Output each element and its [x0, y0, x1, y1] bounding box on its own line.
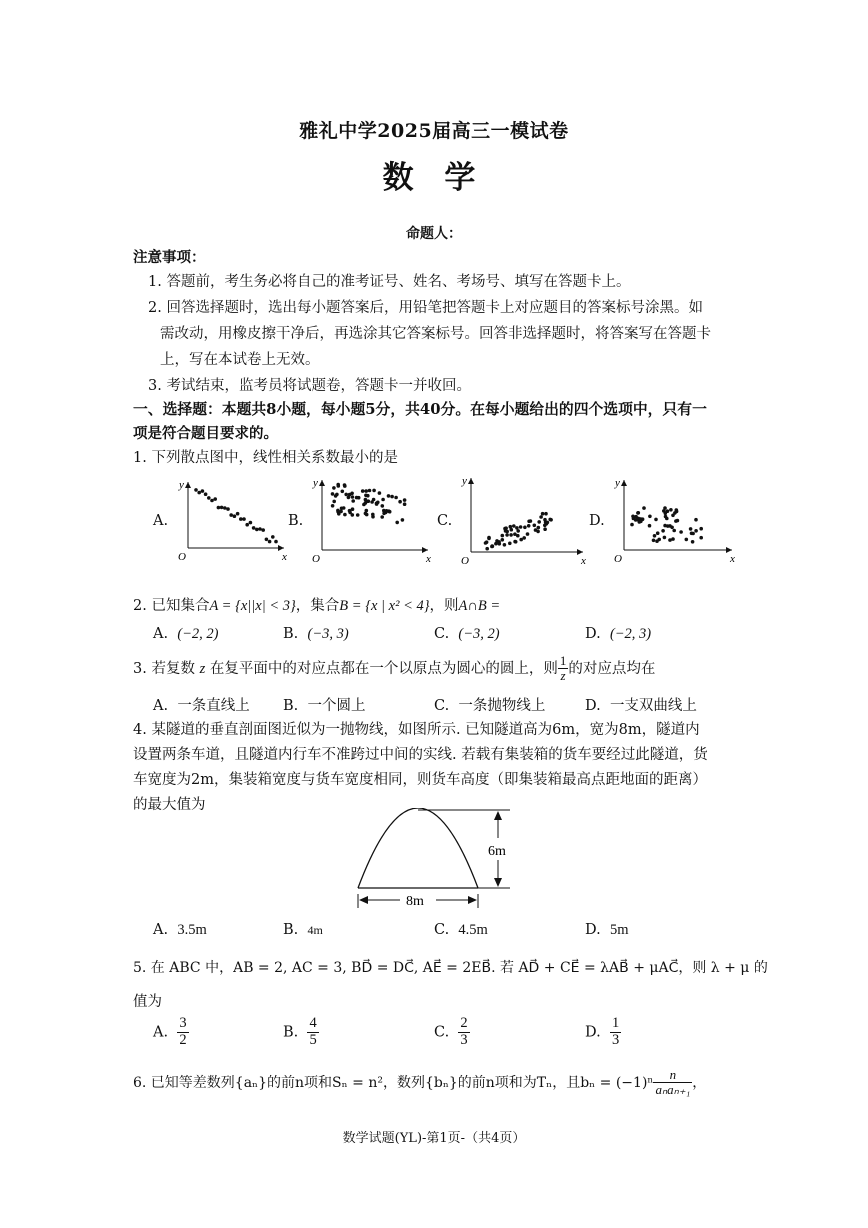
fraction-denominator: z: [560, 668, 566, 684]
option-label: D.: [585, 1024, 601, 1041]
scatter-point: [371, 515, 375, 519]
x-axis-label: x: [730, 553, 735, 565]
scatter-point: [368, 489, 372, 493]
scatter-point: [403, 498, 407, 502]
y-axis-arrow: [621, 480, 627, 486]
option-value: 一条抛物线上: [458, 698, 546, 714]
origin-label: O: [312, 553, 320, 565]
arrowhead-up: [494, 811, 502, 820]
scatter-point: [252, 526, 256, 530]
scatter-point: [497, 540, 501, 544]
q4-option-d: [585, 922, 628, 939]
q5-stem: 5. 在 ABC 中，AB = 2, AC = 3, BD⃗ = DC⃗, AE⃗ = 2EB⃗. 若 AD⃗ + CE⃗ = λAB⃗ + μAC⃗，则 λ + μ 的: [133, 960, 768, 976]
scatter-point: [691, 532, 695, 536]
scatter-point: [699, 527, 703, 531]
scatter-point: [265, 538, 269, 542]
scatter-point: [335, 493, 339, 497]
scatter-point: [631, 515, 635, 519]
q2-option-b: [283, 626, 349, 643]
scatter-point: [656, 531, 660, 535]
scatter-point: [242, 517, 246, 521]
scatter-point: [534, 528, 538, 532]
scatter-point: [380, 515, 384, 519]
scatter-point: [343, 483, 347, 487]
scatter-point: [336, 509, 340, 513]
option-label: A.: [153, 922, 169, 938]
scatter-point: [537, 520, 541, 524]
scatter-point: [544, 512, 548, 516]
q4-stem-line: 车宽度为2m，集装箱宽度与货车宽度相同，则货车高度（即集装箱最高点距地面的距离）: [133, 772, 707, 788]
scatter-b-points: [331, 483, 407, 524]
scatter-point: [341, 490, 345, 494]
scatter-point: [504, 529, 508, 533]
scatter-point: [378, 491, 382, 495]
scatter-point: [487, 537, 491, 541]
fraction-numerator: 4: [309, 1015, 317, 1031]
scatter-point: [669, 508, 673, 512]
q1-option-b-label: B.: [288, 513, 304, 529]
q2-expr: A∩B =: [458, 598, 501, 614]
scatter-point: [239, 517, 243, 521]
parabola-curve: [358, 808, 478, 888]
fraction-denominator: 3: [611, 1031, 620, 1048]
scatter-a-points: [194, 488, 278, 543]
scatter-point: [217, 506, 221, 510]
q2-stem-a: 2. 已知集合: [133, 598, 210, 614]
q1-option-a-label: A.: [153, 513, 169, 529]
scatter-point: [213, 497, 217, 501]
option-label: A.: [153, 1024, 169, 1041]
scatter-point: [355, 496, 359, 500]
scatter-point: [255, 528, 259, 532]
fraction-denominator: 3: [460, 1031, 468, 1048]
scatter-point: [201, 489, 205, 493]
q4-option-b: [283, 922, 323, 938]
option-label: D.: [585, 922, 601, 938]
scatter-point: [529, 519, 533, 523]
scatter-point: [512, 524, 516, 528]
scatter-point: [694, 518, 698, 522]
scatter-point: [691, 540, 695, 544]
section-heading-cont: 项是符合题目要求的。: [133, 425, 278, 442]
scatter-point: [220, 506, 224, 510]
q6-stem: [133, 1068, 706, 1098]
q2-option-d: [585, 626, 651, 643]
scatter-point: [514, 540, 518, 544]
option-fraction: [610, 1016, 621, 1049]
q1-option-c-label: C.: [437, 513, 453, 529]
q4-option-a: [153, 922, 207, 939]
x-axis-label: x: [581, 555, 586, 566]
origin-label: O: [461, 555, 469, 566]
scatter-point: [501, 538, 505, 542]
option-label: B.: [283, 698, 299, 714]
fraction-denominator: aₙaₙ₊₁: [655, 1082, 691, 1098]
q3-option-a: [153, 694, 250, 715]
notice-item: 2. 回答选择题时，选出每小题答案后，用铅笔把答题卡上对应题目的答案标号涂黑。如: [148, 300, 703, 316]
scatter-plot-a: [170, 470, 290, 560]
scatter-point: [398, 500, 402, 504]
scatter-point: [361, 489, 365, 493]
scatter-point: [636, 511, 640, 515]
option-label: D.: [585, 626, 601, 642]
scatter-point: [663, 536, 667, 540]
scatter-point: [365, 513, 369, 517]
q4-stem-line: 4. 某隧道的垂直剖面图近似为一抛物线，如图所示. 已知隧道高为6m，宽为8m，隧道内: [133, 722, 700, 738]
y-axis-arrow: [319, 480, 325, 486]
q2-stem-b: ，集合: [295, 598, 340, 614]
option-fraction: [458, 1016, 469, 1049]
scatter-point: [223, 506, 227, 510]
q2-set-b: B = {x | x² < 4}: [339, 598, 430, 614]
scatter-point: [381, 498, 385, 502]
q5-option-d: [585, 1016, 621, 1049]
origin-label: O: [178, 551, 186, 560]
width-label: 8m: [406, 894, 424, 909]
scatter-point: [197, 491, 201, 495]
scatter-point: [210, 499, 214, 503]
q3-stem: [133, 654, 655, 684]
fraction-denominator: 2: [179, 1031, 187, 1048]
scatter-point: [344, 493, 348, 497]
scatter-point: [642, 506, 646, 510]
scatter-point: [229, 513, 233, 517]
fraction-denominator: 5: [309, 1031, 317, 1048]
scatter-point: [694, 529, 698, 533]
tunnel-diagram: [348, 808, 528, 912]
option-label: B.: [283, 922, 299, 938]
q3-option-c: [434, 694, 545, 715]
scatter-point: [381, 504, 385, 508]
scatter-point: [527, 524, 531, 528]
scatter-point: [503, 543, 507, 547]
author-label: 命题人：: [406, 226, 462, 242]
scatter-point: [638, 520, 642, 524]
fraction-numerator: 2: [460, 1015, 468, 1031]
q4-option-c: [434, 922, 488, 939]
y-axis-label: y: [313, 477, 318, 489]
option-value: 一支双曲线上: [609, 698, 697, 714]
scatter-point: [526, 532, 530, 536]
scatter-point: [668, 538, 672, 542]
scatter-point: [522, 536, 526, 540]
scatter-point: [365, 509, 369, 513]
notice-item: 1. 答题前，考生务必将自己的准考证号、姓名、考场号、填写在答题卡上。: [148, 274, 631, 290]
scatter-point: [332, 486, 336, 490]
subject-title: 数 学: [382, 160, 486, 196]
q3-var: z: [199, 660, 206, 677]
scatter-point: [676, 519, 680, 523]
scatter-point: [679, 530, 683, 534]
notice-item: 需改动，用橡皮擦干净后，再选涂其它答案标号。回答非选择题时，将答案写在答题卡: [160, 326, 711, 342]
scatter-point: [370, 500, 374, 504]
y-axis-label: y: [615, 477, 620, 489]
scatter-point: [261, 528, 265, 532]
scatter-point: [331, 492, 335, 496]
scatter-point: [390, 495, 394, 499]
scatter-point: [484, 541, 488, 545]
scatter-point: [245, 523, 249, 527]
scatter-point: [340, 507, 344, 511]
scatter-point: [395, 521, 399, 525]
scatter-point: [490, 544, 494, 548]
q2-option-c: [434, 626, 500, 643]
section-heading: 一、选择题：本题共8小题，每小题5分，共40分。在每小题给出的四个选项中，只有一: [133, 401, 707, 418]
scatter-point: [233, 514, 237, 518]
scatter-point: [387, 494, 391, 498]
scatter-point: [634, 515, 638, 519]
q4-stem-line: 的最大值为: [133, 797, 206, 813]
scatter-point: [654, 518, 658, 522]
option-value: (−2, 3): [609, 626, 652, 642]
q6-stem-text: 6. 已知等差数列{aₙ}的前n项和Sₙ = n²，数列{bₙ}的前n项和为Tₙ，且bₙ = (−1)ⁿ: [133, 1074, 654, 1091]
option-label: B.: [283, 1024, 299, 1041]
option-fraction: [307, 1016, 318, 1049]
option-label: D.: [585, 698, 601, 714]
option-label: C.: [434, 1024, 450, 1041]
option-label: C.: [434, 922, 450, 938]
scatter-point: [401, 518, 405, 522]
scatter-point: [673, 511, 677, 515]
scatter-point: [513, 532, 517, 536]
option-value: 3.5m: [177, 922, 207, 938]
arrowhead-right: [468, 896, 477, 904]
scatter-point: [485, 547, 489, 551]
option-value: 4.5m: [458, 922, 488, 938]
scatter-point: [505, 533, 509, 537]
scatter-point: [685, 538, 689, 542]
q2-set-a: A = {x||x| < 3}: [209, 598, 296, 614]
option-value: (−2, 2): [177, 626, 219, 642]
scatter-point: [268, 540, 272, 544]
fraction-numerator: n: [653, 1068, 692, 1083]
scatter-point: [494, 542, 498, 546]
scatter-point: [348, 509, 352, 513]
height-label: 6m: [488, 844, 506, 859]
scatter-point: [351, 513, 355, 517]
q3-stem-a: 3. 若复数: [133, 660, 195, 677]
scatter-point: [351, 499, 355, 503]
arrowhead-left: [359, 896, 368, 904]
scatter-point: [331, 504, 335, 508]
q5-option-c: [434, 1016, 470, 1049]
scatter-d-points: [630, 506, 703, 543]
scatter-plot-c: [455, 468, 590, 566]
scatter-point: [236, 512, 240, 516]
scatter-point: [630, 523, 634, 527]
scatter-point: [394, 496, 398, 500]
scatter-point: [364, 489, 368, 493]
q6-fraction: [653, 1068, 692, 1098]
option-value: 5m: [609, 922, 629, 938]
scatter-point: [663, 524, 667, 528]
scatter-point: [541, 512, 545, 516]
scatter-point: [546, 521, 550, 525]
scatter-point: [653, 534, 657, 538]
y-axis-arrow: [185, 482, 191, 488]
scatter-point: [366, 494, 370, 498]
scatter-point: [519, 525, 523, 529]
notice-item: 3. 考试结束，监考员将试题卷，答题卡一并收回。: [148, 378, 471, 394]
scatter-point: [664, 515, 668, 519]
scatter-point: [337, 484, 341, 488]
scatter-point: [343, 513, 347, 517]
q4-stem-line: 设置两条车道，且隧道内行车不准跨过中间的实线. 若载有集装箱的货车要经过此隧道，货: [133, 747, 708, 763]
scatter-point: [356, 513, 360, 517]
q5-option-b: [283, 1016, 319, 1049]
notice-item: 上，写在本试卷上无效。: [160, 352, 320, 368]
scatter-point: [194, 488, 198, 492]
option-label: C.: [434, 626, 450, 642]
q2-stem-c: ，则: [429, 598, 459, 614]
y-axis-label: y: [179, 479, 184, 491]
option-label: A.: [153, 698, 169, 714]
option-label: B.: [283, 626, 299, 642]
scatter-point: [258, 527, 262, 531]
arrowhead-down: [494, 878, 502, 887]
option-value: (−3, 2): [458, 626, 500, 642]
scatter-point: [364, 498, 368, 502]
scatter-point: [655, 539, 659, 543]
option-value: (−3, 3): [307, 626, 349, 642]
option-label: A.: [153, 626, 169, 642]
notice-heading: 注意事项：: [133, 249, 206, 266]
q3-stem-b: 在复平面中的对应点都在一个以原点为圆心的圆上，则: [209, 660, 558, 677]
q3-stem-c: 的对应点均在: [568, 660, 656, 677]
x-axis-label: x: [426, 553, 431, 565]
scatter-plot-d: [610, 470, 740, 565]
option-value: 一个圆上: [307, 698, 366, 714]
scatter-point: [515, 526, 519, 530]
q2-option-a: [153, 626, 219, 643]
scatter-point: [274, 540, 278, 544]
q1-option-d-label: D.: [589, 513, 605, 529]
scatter-point: [339, 510, 343, 514]
scatter-point: [509, 525, 513, 529]
q3-option-d: [585, 694, 697, 715]
scatter-point: [652, 539, 656, 543]
q2-stem: [133, 594, 500, 615]
option-label: C.: [434, 698, 450, 714]
scatter-point: [661, 529, 665, 533]
scatter-point: [501, 534, 505, 538]
q5-option-a: [153, 1016, 189, 1049]
scatter-point: [375, 502, 379, 506]
scatter-point: [543, 527, 547, 531]
option-fraction: [177, 1016, 188, 1049]
q1-stem: 1. 下列散点图中，线性相关系数最小的是: [133, 450, 398, 466]
scatter-point: [666, 509, 670, 513]
origin-label: O: [614, 553, 622, 565]
scatter-point: [509, 533, 513, 537]
option-value: 一条直线上: [177, 698, 250, 714]
q3-fraction: [558, 654, 569, 684]
y-axis-arrow: [468, 478, 474, 484]
scatter-point: [271, 535, 275, 539]
scatter-point: [537, 526, 541, 530]
fraction-numerator: 1: [559, 653, 567, 668]
scatter-point: [672, 529, 676, 533]
scatter-point: [332, 500, 336, 504]
fraction-numerator: 1: [611, 1015, 620, 1031]
scatter-point: [699, 536, 703, 540]
scatter-point: [648, 515, 652, 519]
scatter-point: [226, 507, 230, 511]
page-footer: 数学试题(YL)-第1页-（共4页）: [342, 1131, 526, 1146]
q6-tail: ，: [692, 1074, 707, 1091]
scatter-point: [508, 542, 512, 546]
q3-option-b: [283, 694, 365, 715]
scatter-point: [648, 524, 652, 528]
scatter-point: [543, 524, 547, 528]
scatter-c-points: [484, 512, 553, 551]
scatter-point: [403, 502, 407, 506]
fraction-numerator: 3: [179, 1015, 187, 1031]
scatter-point: [533, 524, 537, 528]
scatter-point: [523, 526, 527, 530]
exam-title: 雅礼中学2025届高三一模试卷: [299, 120, 569, 142]
scatter-point: [539, 515, 543, 519]
scatter-point: [663, 506, 667, 510]
scatter-point: [207, 496, 211, 500]
scatter-point: [372, 489, 376, 493]
y-axis-label: y: [462, 475, 467, 487]
scatter-point: [351, 495, 355, 499]
q5-stem-cont: 值为: [133, 994, 162, 1010]
scatter-point: [689, 527, 693, 531]
scatter-point: [385, 509, 389, 513]
scatter-point: [204, 492, 208, 496]
x-axis-label: x: [282, 551, 287, 560]
scatter-plot-b: [310, 470, 435, 565]
scatter-point: [548, 518, 552, 522]
option-value: 4m: [307, 923, 323, 937]
scatter-point: [348, 493, 352, 497]
scatter-point: [249, 521, 253, 525]
